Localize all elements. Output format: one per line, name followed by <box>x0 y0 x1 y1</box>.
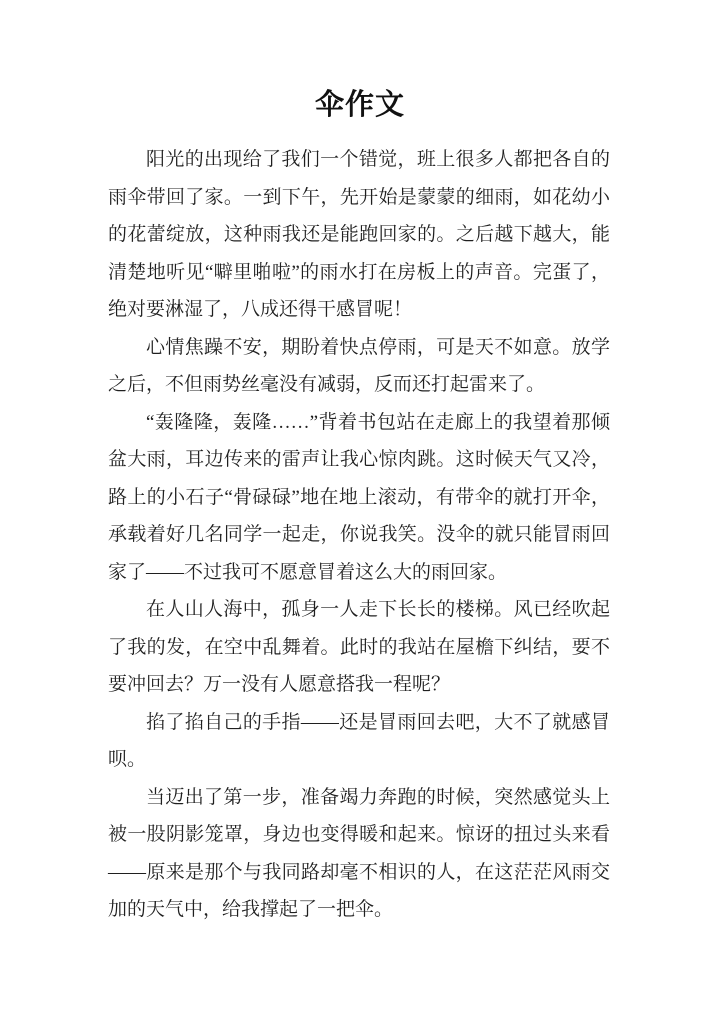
essay-paragraph-6: 当迈出了第一步，准备竭力奔跑的时候，突然感觉头上被一股阴影笼罩，身边也变得暖和起来。惊讶的扭过头来看——原来是那个与我同路却毫不相识的人，在这茫茫风雨交加的天气中，给我撑起了一把伞。 <box>108 786 610 920</box>
essay-body <box>0 141 720 929</box>
essay-paragraph-1: 阳光的出现给了我们一个错觉，班上很多人都把各自的雨伞带回了家。一到下午，先开始是蒙蒙的细雨，如花幼小的花蕾绽放，这种雨我还是能跑回家的。之后越下越大，能清楚地听见“噼里啪啦”的雨水打在房板上的声音。完蛋了，绝对要淋湿了，八成还得干感冒呢！ <box>108 149 610 320</box>
essay-paragraph-3: “轰隆隆，轰隆……”背着书包站在走廊上的我望着那倾盆大雨，耳边传来的雷声让我心惊肉跳。这时候天气又冷，路上的小石子“骨碌碌”地在地上滚动，有带伞的就打开伞，承载着好几名同学一起走，你说我笑。没伞的就只能冒雨回家了——不过我可不愿意冒着这么大的雨回家。 <box>108 411 610 583</box>
essay-title: 伞作文 <box>314 87 405 121</box>
essay-paragraph-4: 在人山人海中，孤身一人走下长长的楼梯。风已经吹起了我的发，在空中乱舞着。此时的我站在屋檐下纠结，要不要冲回去？万一没有人愿意搭我一程呢？ <box>108 599 610 695</box>
essay-paragraph-5: 掐了掐自己的手指——还是冒雨回去吧，大不了就感冒呗。 <box>108 711 610 770</box>
essay-paragraph-2: 心情焦躁不安，期盼着快点停雨，可是天不如意。放学之后，不但雨势丝毫没有减弱，反而还打起雷来了。 <box>108 336 610 395</box>
